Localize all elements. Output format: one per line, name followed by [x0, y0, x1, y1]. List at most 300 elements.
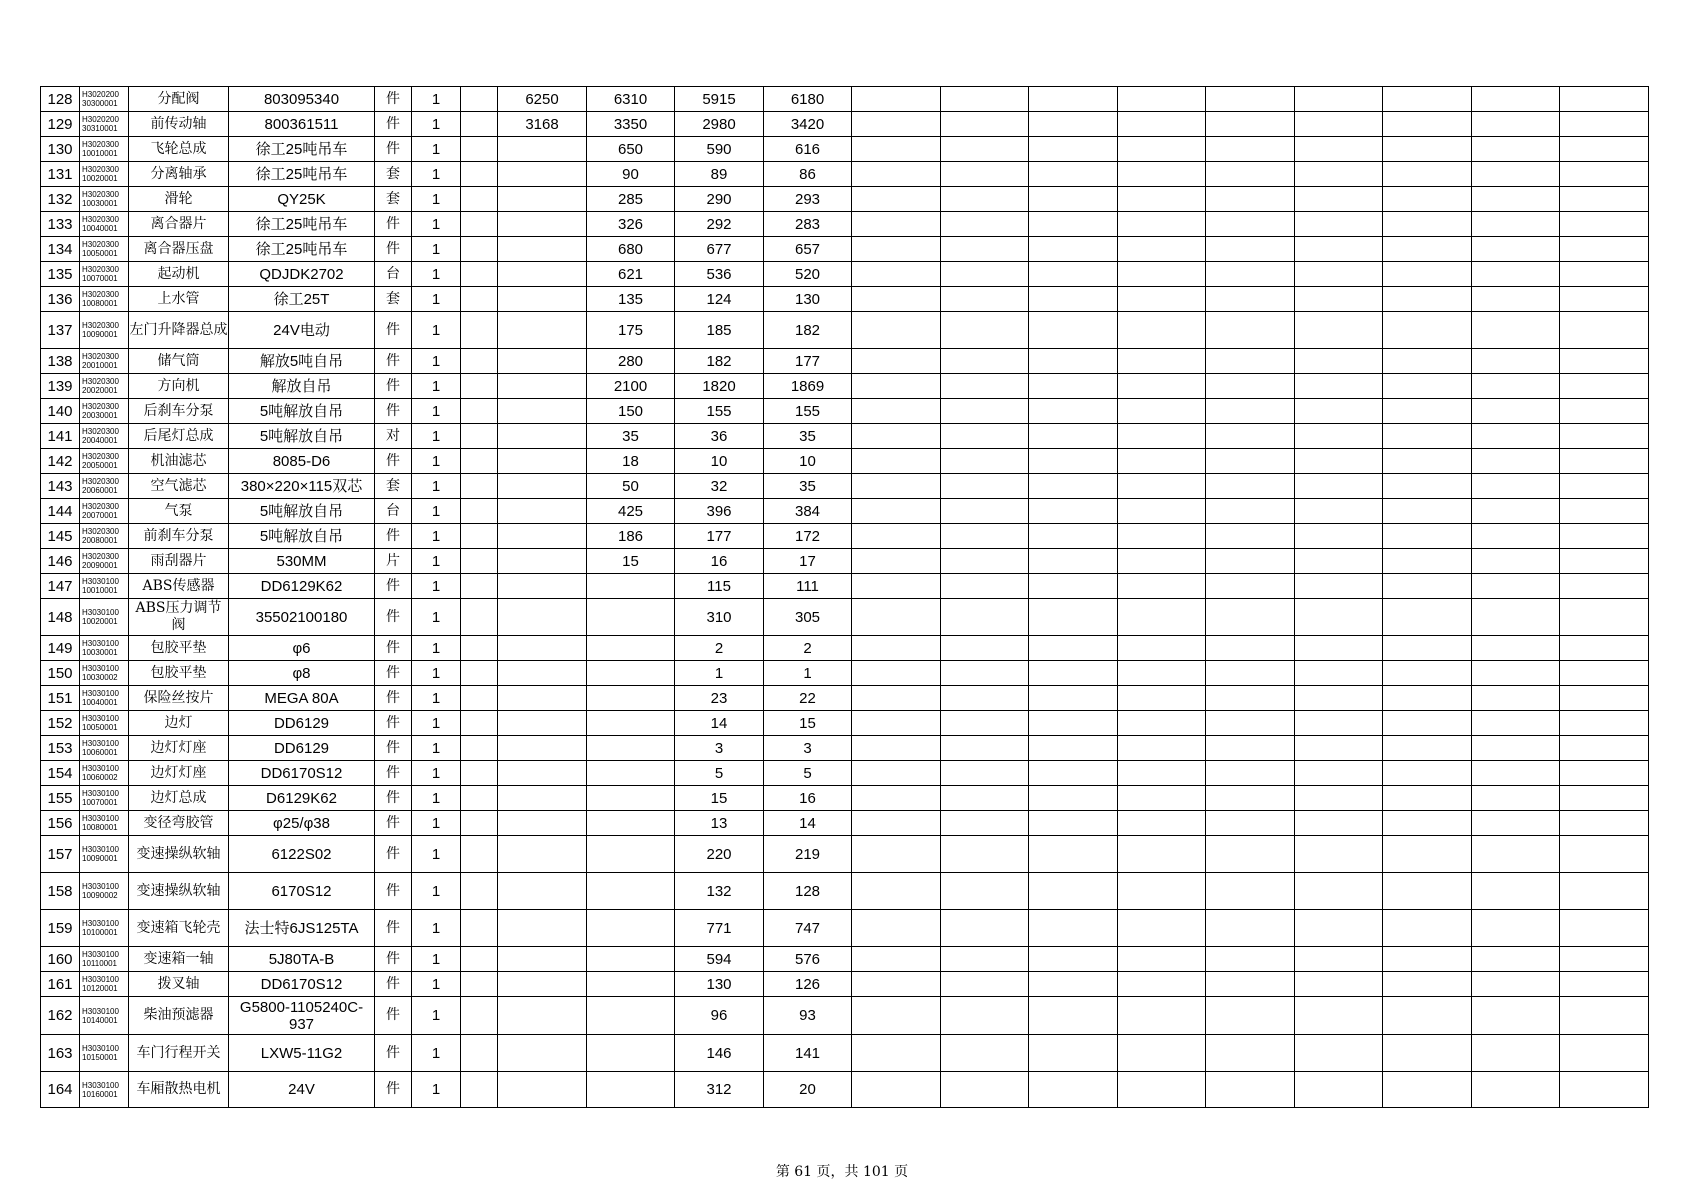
blank-col-cell [1383, 162, 1472, 187]
blank-col-cell [1029, 399, 1118, 424]
blank-col-cell [1206, 424, 1295, 449]
blank-col-cell [1118, 786, 1206, 811]
unit-cell: 件 [375, 636, 412, 661]
part-name-cell: 离合器片 [129, 212, 229, 237]
price-col-3-cell: 115 [675, 574, 764, 599]
model-spec-cell: MEGA 80A [229, 686, 375, 711]
model-spec-cell: 800361511 [229, 112, 375, 137]
blank-col-cell [1118, 910, 1206, 947]
blank-col-cell [1118, 424, 1206, 449]
blank-col-cell [1472, 736, 1560, 761]
row-number-cell: 144 [41, 499, 80, 524]
price-col-1-cell [498, 686, 587, 711]
blank-col-cell [1029, 212, 1118, 237]
table-body [41, 87, 1649, 1108]
blank-col-cell [1560, 549, 1649, 574]
part-name-cell: 起动机 [129, 262, 229, 287]
part-name-cell: 包胶平垫 [129, 661, 229, 686]
quantity-cell: 1 [412, 736, 461, 761]
blank-col-cell [1472, 474, 1560, 499]
price-col-2-cell: 175 [587, 312, 675, 349]
blank-col-cell [1118, 686, 1206, 711]
blank-col-cell [1560, 349, 1649, 374]
blank-col-cell [1029, 449, 1118, 474]
blank-col-cell [941, 399, 1029, 424]
blank-col-cell [1029, 811, 1118, 836]
table-row [41, 1072, 1649, 1108]
unit-cell: 件 [375, 237, 412, 262]
blank-col-cell [461, 1035, 498, 1072]
blank-col-cell [1383, 811, 1472, 836]
blank-col-cell [1029, 287, 1118, 312]
blank-col-cell [1560, 212, 1649, 237]
model-spec-cell: 5吨解放自吊 [229, 524, 375, 549]
blank-col-cell [1560, 1072, 1649, 1108]
row-number-cell: 160 [41, 947, 80, 972]
blank-col-cell [852, 947, 941, 972]
price-col-1-cell [498, 287, 587, 312]
blank-col-cell [1206, 87, 1295, 112]
row-number-cell: 159 [41, 910, 80, 947]
quantity-cell: 1 [412, 711, 461, 736]
price-col-3-cell: 1 [675, 661, 764, 686]
blank-col-cell [1029, 87, 1118, 112]
model-spec-cell: 5吨解放自吊 [229, 399, 375, 424]
blank-col-cell [1472, 947, 1560, 972]
item-code-cell: H3020300 20090001 [80, 549, 129, 574]
blank-col-cell [1029, 873, 1118, 910]
blank-col-cell [852, 786, 941, 811]
table-row [41, 972, 1649, 997]
blank-col-cell [1029, 636, 1118, 661]
price-col-2-cell: 326 [587, 212, 675, 237]
unit-cell: 套 [375, 474, 412, 499]
price-col-2-cell: 621 [587, 262, 675, 287]
blank-col-cell [1206, 972, 1295, 997]
price-col-1-cell [498, 137, 587, 162]
blank-col-cell [852, 549, 941, 574]
quantity-cell: 1 [412, 761, 461, 786]
price-col-3-cell: 1820 [675, 374, 764, 399]
unit-cell: 件 [375, 786, 412, 811]
blank-col-cell [1383, 112, 1472, 137]
table-row [41, 636, 1649, 661]
blank-col-cell [941, 811, 1029, 836]
unit-cell: 对 [375, 424, 412, 449]
blank-col-cell [1118, 574, 1206, 599]
blank-col-cell [461, 137, 498, 162]
blank-col-cell [1206, 262, 1295, 287]
part-name-cell: 包胶平垫 [129, 636, 229, 661]
table-row [41, 686, 1649, 711]
price-col-2-cell [587, 811, 675, 836]
part-name-cell: 气泵 [129, 499, 229, 524]
blank-col-cell [941, 349, 1029, 374]
model-spec-cell: 徐工25T [229, 287, 375, 312]
item-code-cell: H3030100 10040001 [80, 686, 129, 711]
price-col-3-cell: 15 [675, 786, 764, 811]
part-name-cell: 分离轴承 [129, 162, 229, 187]
price-col-4-cell: 6180 [764, 87, 852, 112]
blank-col-cell [941, 736, 1029, 761]
blank-col-cell [852, 499, 941, 524]
blank-col-cell [852, 474, 941, 499]
blank-col-cell [1206, 736, 1295, 761]
item-code-cell: H3020300 20010001 [80, 349, 129, 374]
model-spec-cell: 8085-D6 [229, 449, 375, 474]
table-row [41, 212, 1649, 237]
price-col-2-cell [587, 1035, 675, 1072]
blank-col-cell [941, 636, 1029, 661]
price-col-1-cell [498, 761, 587, 786]
quantity-cell: 1 [412, 1035, 461, 1072]
model-spec-cell: 徐工25吨吊车 [229, 237, 375, 262]
unit-cell: 件 [375, 736, 412, 761]
blank-col-cell [1560, 287, 1649, 312]
blank-col-cell [1295, 711, 1383, 736]
part-name-cell: 机油滤芯 [129, 449, 229, 474]
row-number-cell: 133 [41, 212, 80, 237]
unit-cell: 件 [375, 449, 412, 474]
price-col-4-cell: 10 [764, 449, 852, 474]
blank-col-cell [1295, 374, 1383, 399]
table-row [41, 187, 1649, 212]
blank-col-cell [1029, 262, 1118, 287]
blank-col-cell [461, 287, 498, 312]
blank-col-cell [1029, 112, 1118, 137]
price-col-3-cell: 310 [675, 599, 764, 636]
model-spec-cell: G5800-1105240C-937 [229, 997, 375, 1035]
price-col-4-cell: 305 [764, 599, 852, 636]
quantity-cell: 1 [412, 1072, 461, 1108]
blank-col-cell [852, 997, 941, 1035]
quantity-cell: 1 [412, 112, 461, 137]
price-col-2-cell [587, 761, 675, 786]
price-col-4-cell: 657 [764, 237, 852, 262]
quantity-cell: 1 [412, 449, 461, 474]
part-name-cell: 保险丝按片 [129, 686, 229, 711]
blank-col-cell [941, 1035, 1029, 1072]
blank-col-cell [1295, 910, 1383, 947]
unit-cell: 件 [375, 761, 412, 786]
blank-col-cell [1560, 574, 1649, 599]
blank-col-cell [1206, 599, 1295, 636]
price-col-2-cell [587, 873, 675, 910]
model-spec-cell: φ6 [229, 636, 375, 661]
blank-col-cell [1295, 162, 1383, 187]
blank-col-cell [1383, 374, 1472, 399]
item-code-cell: H3030100 10060002 [80, 761, 129, 786]
price-col-3-cell: 10 [675, 449, 764, 474]
blank-col-cell [1118, 761, 1206, 786]
model-spec-cell: 法士特6JS125TA [229, 910, 375, 947]
price-col-1-cell [498, 499, 587, 524]
blank-col-cell [1295, 661, 1383, 686]
price-col-2-cell: 90 [587, 162, 675, 187]
blank-col-cell [1206, 162, 1295, 187]
blank-col-cell [1029, 736, 1118, 761]
model-spec-cell: 530MM [229, 549, 375, 574]
table-row [41, 237, 1649, 262]
blank-col-cell [1295, 599, 1383, 636]
price-col-4-cell: 130 [764, 287, 852, 312]
table-row [41, 399, 1649, 424]
blank-col-cell [461, 836, 498, 873]
blank-col-cell [1295, 786, 1383, 811]
blank-col-cell [1029, 997, 1118, 1035]
blank-col-cell [1118, 399, 1206, 424]
price-col-2-cell [587, 786, 675, 811]
blank-col-cell [1383, 212, 1472, 237]
unit-cell: 套 [375, 162, 412, 187]
price-col-3-cell: 185 [675, 312, 764, 349]
price-col-1-cell [498, 399, 587, 424]
table-row [41, 997, 1649, 1035]
blank-col-cell [1118, 312, 1206, 349]
blank-col-cell [1295, 212, 1383, 237]
blank-col-cell [1560, 137, 1649, 162]
blank-col-cell [1206, 399, 1295, 424]
blank-col-cell [852, 112, 941, 137]
blank-col-cell [1560, 262, 1649, 287]
table-row [41, 87, 1649, 112]
price-col-4-cell: 141 [764, 1035, 852, 1072]
row-number-cell: 137 [41, 312, 80, 349]
blank-col-cell [941, 947, 1029, 972]
item-code-cell: H3030100 10030001 [80, 636, 129, 661]
blank-col-cell [1206, 636, 1295, 661]
blank-col-cell [852, 636, 941, 661]
model-spec-cell: 803095340 [229, 87, 375, 112]
price-col-1-cell [498, 262, 587, 287]
blank-col-cell [1560, 972, 1649, 997]
blank-col-cell [1118, 137, 1206, 162]
blank-col-cell [1383, 237, 1472, 262]
price-col-2-cell [587, 997, 675, 1035]
unit-cell: 件 [375, 87, 412, 112]
price-col-3-cell: 14 [675, 711, 764, 736]
price-col-4-cell: 293 [764, 187, 852, 212]
table-row [41, 524, 1649, 549]
item-code-cell: H3030100 10110001 [80, 947, 129, 972]
price-col-4-cell: 384 [764, 499, 852, 524]
model-spec-cell: DD6129 [229, 736, 375, 761]
blank-col-cell [1472, 1035, 1560, 1072]
blank-col-cell [1472, 399, 1560, 424]
blank-col-cell [1029, 1035, 1118, 1072]
table-row [41, 811, 1649, 836]
blank-col-cell [1206, 1072, 1295, 1108]
blank-col-cell [1118, 661, 1206, 686]
blank-col-cell [1118, 711, 1206, 736]
price-col-4-cell: 219 [764, 836, 852, 873]
blank-col-cell [1560, 449, 1649, 474]
price-col-3-cell: 13 [675, 811, 764, 836]
model-spec-cell: 徐工25吨吊车 [229, 137, 375, 162]
blank-col-cell [1560, 786, 1649, 811]
blank-col-cell [852, 836, 941, 873]
blank-col-cell [1560, 474, 1649, 499]
quantity-cell: 1 [412, 424, 461, 449]
blank-col-cell [461, 947, 498, 972]
table-row [41, 287, 1649, 312]
blank-col-cell [852, 212, 941, 237]
blank-col-cell [1383, 287, 1472, 312]
item-code-cell: H3030100 10080001 [80, 811, 129, 836]
blank-col-cell [1560, 524, 1649, 549]
quantity-cell: 1 [412, 524, 461, 549]
blank-col-cell [461, 524, 498, 549]
blank-col-cell [461, 972, 498, 997]
blank-col-cell [1295, 349, 1383, 374]
price-col-4-cell: 35 [764, 424, 852, 449]
blank-col-cell [1472, 972, 1560, 997]
item-code-cell: H3030100 10140001 [80, 997, 129, 1035]
blank-col-cell [1383, 1072, 1472, 1108]
row-number-cell: 151 [41, 686, 80, 711]
unit-cell: 件 [375, 374, 412, 399]
price-col-3-cell: 130 [675, 972, 764, 997]
blank-col-cell [941, 262, 1029, 287]
blank-col-cell [1472, 873, 1560, 910]
blank-col-cell [1472, 374, 1560, 399]
part-name-cell: 雨刮器片 [129, 549, 229, 574]
blank-col-cell [1560, 636, 1649, 661]
price-col-1-cell [498, 1035, 587, 1072]
table-row [41, 574, 1649, 599]
model-spec-cell: 解放5吨自吊 [229, 349, 375, 374]
blank-col-cell [1206, 524, 1295, 549]
price-col-1-cell [498, 836, 587, 873]
price-col-2-cell: 280 [587, 349, 675, 374]
row-number-cell: 131 [41, 162, 80, 187]
price-col-4-cell: 3 [764, 736, 852, 761]
price-col-2-cell: 18 [587, 449, 675, 474]
price-col-1-cell [498, 449, 587, 474]
blank-col-cell [1472, 237, 1560, 262]
item-code-cell: H3030100 10120001 [80, 972, 129, 997]
blank-col-cell [1295, 549, 1383, 574]
blank-col-cell [1472, 574, 1560, 599]
blank-col-cell [1295, 997, 1383, 1035]
blank-col-cell [1472, 449, 1560, 474]
blank-col-cell [1383, 424, 1472, 449]
item-code-cell: H3030100 10160001 [80, 1072, 129, 1108]
blank-col-cell [852, 711, 941, 736]
item-code-cell: H3030100 10150001 [80, 1035, 129, 1072]
price-col-4-cell: 3420 [764, 112, 852, 137]
blank-col-cell [1383, 1035, 1472, 1072]
blank-col-cell [1472, 761, 1560, 786]
blank-col-cell [1560, 187, 1649, 212]
blank-col-cell [941, 1072, 1029, 1108]
blank-col-cell [461, 449, 498, 474]
blank-col-cell [1118, 836, 1206, 873]
blank-col-cell [1560, 312, 1649, 349]
price-col-2-cell [587, 661, 675, 686]
item-code-cell: H3020300 10070001 [80, 262, 129, 287]
blank-col-cell [1118, 349, 1206, 374]
table-row [41, 910, 1649, 947]
part-name-cell: 储气筒 [129, 349, 229, 374]
blank-col-cell [1383, 312, 1472, 349]
row-number-cell: 139 [41, 374, 80, 399]
price-col-2-cell: 15 [587, 549, 675, 574]
blank-col-cell [1383, 187, 1472, 212]
blank-col-cell [1383, 599, 1472, 636]
blank-col-cell [1206, 312, 1295, 349]
blank-col-cell [852, 162, 941, 187]
quantity-cell: 1 [412, 162, 461, 187]
price-col-2-cell: 35 [587, 424, 675, 449]
row-number-cell: 130 [41, 137, 80, 162]
blank-col-cell [461, 761, 498, 786]
blank-col-cell [1560, 237, 1649, 262]
price-col-4-cell: 86 [764, 162, 852, 187]
item-code-cell: H3030100 10050001 [80, 711, 129, 736]
price-col-1-cell: 6250 [498, 87, 587, 112]
unit-cell: 件 [375, 910, 412, 947]
blank-col-cell [1295, 947, 1383, 972]
price-col-3-cell: 89 [675, 162, 764, 187]
unit-cell: 件 [375, 1035, 412, 1072]
price-col-1-cell [498, 1072, 587, 1108]
blank-col-cell [1472, 1072, 1560, 1108]
price-col-4-cell: 14 [764, 811, 852, 836]
unit-cell: 件 [375, 524, 412, 549]
quantity-cell: 1 [412, 187, 461, 212]
blank-col-cell [1029, 661, 1118, 686]
part-name-cell: ABS传感器 [129, 574, 229, 599]
part-name-cell: 前传动轴 [129, 112, 229, 137]
blank-col-cell [941, 287, 1029, 312]
blank-col-cell [1206, 1035, 1295, 1072]
blank-col-cell [461, 873, 498, 910]
blank-col-cell [1029, 686, 1118, 711]
price-col-1-cell [498, 312, 587, 349]
price-col-2-cell: 6310 [587, 87, 675, 112]
price-col-2-cell: 186 [587, 524, 675, 549]
blank-col-cell [1295, 112, 1383, 137]
blank-col-cell [1029, 599, 1118, 636]
unit-cell: 件 [375, 1072, 412, 1108]
row-number-cell: 153 [41, 736, 80, 761]
blank-col-cell [1560, 836, 1649, 873]
blank-col-cell [1383, 449, 1472, 474]
blank-col-cell [1029, 574, 1118, 599]
price-col-3-cell: 5915 [675, 87, 764, 112]
blank-col-cell [852, 137, 941, 162]
row-number-cell: 158 [41, 873, 80, 910]
blank-col-cell [941, 997, 1029, 1035]
blank-col-cell [461, 212, 498, 237]
blank-col-cell [461, 237, 498, 262]
row-number-cell: 156 [41, 811, 80, 836]
blank-col-cell [1118, 549, 1206, 574]
blank-col-cell [1472, 287, 1560, 312]
price-col-2-cell [587, 947, 675, 972]
part-name-cell: 左门升降器总成 [129, 312, 229, 349]
blank-col-cell [941, 972, 1029, 997]
unit-cell: 件 [375, 574, 412, 599]
row-number-cell: 134 [41, 237, 80, 262]
blank-col-cell [1029, 972, 1118, 997]
price-col-1-cell [498, 187, 587, 212]
price-col-2-cell [587, 574, 675, 599]
blank-col-cell [1029, 836, 1118, 873]
price-col-1-cell [498, 811, 587, 836]
price-col-1-cell [498, 237, 587, 262]
